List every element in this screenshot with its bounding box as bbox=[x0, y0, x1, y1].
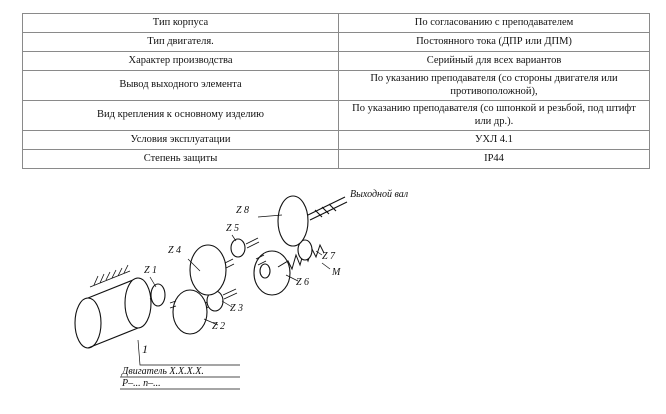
label-z6: Z 6 bbox=[296, 277, 310, 288]
label-z8: Z 8 bbox=[236, 205, 250, 216]
label-z4: Z 4 bbox=[168, 245, 182, 256]
motor-cylinder bbox=[75, 278, 151, 348]
table-row bbox=[23, 131, 650, 150]
output-shaft bbox=[308, 197, 347, 220]
gear-z5 bbox=[231, 239, 245, 257]
motor-index: 1 bbox=[142, 342, 148, 356]
table-row bbox=[23, 101, 650, 131]
motor-caption: Двигатель X.X.X.X. bbox=[122, 366, 204, 377]
label-z1: Z 1 bbox=[144, 265, 158, 276]
label-z5: Z 5 bbox=[226, 223, 240, 234]
label-z7: Z 7 bbox=[322, 251, 336, 262]
gear-z8 bbox=[278, 196, 308, 246]
label-z2: Z 2 bbox=[212, 321, 226, 332]
motor-params: P–... n–... bbox=[122, 378, 161, 389]
table-row bbox=[23, 71, 650, 101]
table-row bbox=[23, 150, 650, 169]
param-cell: Тип двигателя. bbox=[23, 33, 339, 52]
param-cell: Условия эксплуатации bbox=[23, 131, 339, 150]
gear-z1 bbox=[151, 284, 165, 306]
value-cell: По указанию преподавателя (со стороны двигателя или противоположной), bbox=[339, 71, 650, 101]
param-cell: Тип корпуса bbox=[23, 14, 339, 33]
param-cell: Вывод выходного элемента bbox=[23, 71, 339, 101]
param-cell: Характер производства bbox=[23, 52, 339, 71]
param-cell: Степень защиты bbox=[23, 150, 339, 169]
table-row bbox=[23, 14, 650, 33]
value-cell: УХЛ 4.1 bbox=[339, 131, 650, 150]
value-cell: IP44 bbox=[339, 150, 650, 169]
output-shaft-label: Выходной вал bbox=[350, 189, 409, 200]
value-cell: По согласованию с преподавателем bbox=[339, 14, 650, 33]
gearbox-kinematic-diagram bbox=[60, 175, 420, 410]
spec-table bbox=[22, 13, 650, 169]
table-row bbox=[23, 52, 650, 71]
value-cell: По указанию преподавателя (со шпонкой и резьбой, под штифт или др.). bbox=[339, 101, 650, 131]
table-row bbox=[23, 33, 650, 52]
value-cell: Серийный для всех вариантов bbox=[339, 52, 650, 71]
gear-z4 bbox=[190, 245, 226, 295]
gear-z2 bbox=[173, 290, 207, 334]
value-cell: Постоянного тока (ДПР или ДПМ) bbox=[339, 33, 650, 52]
param-cell: Вид крепления к основному изделию bbox=[23, 101, 339, 131]
label-m: M bbox=[332, 267, 341, 278]
label-z3: Z 3 bbox=[230, 303, 244, 314]
